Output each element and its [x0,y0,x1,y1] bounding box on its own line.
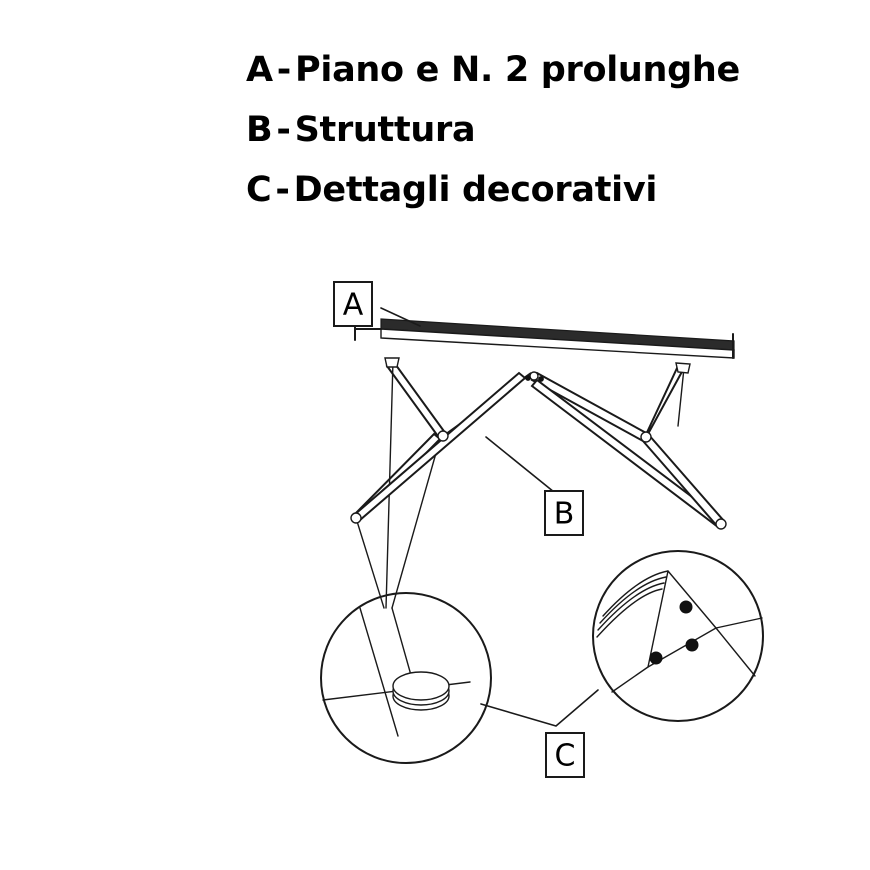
detail-right-arm-2 [612,667,648,692]
leg-left-upper [387,361,446,439]
pivot-left-foot [351,513,361,523]
bracket-left [385,358,399,367]
legend [246,40,846,220]
legend-separator-b: - [276,110,291,150]
detail-right-rivet-3 [650,652,662,664]
bracket-right [676,363,690,373]
pivot-right-foot [716,519,726,529]
leader-line-b [486,437,554,492]
callout-c [546,733,584,777]
callout-c-label: C [554,738,576,774]
detail-right-ridge-4 [597,589,662,637]
legend-item-c [246,160,846,220]
detail-right-outline [593,551,763,721]
callout-a [334,282,372,326]
tabletop-group [355,318,734,358]
detail-left-leg-edge-1 [360,608,398,736]
callout-b-label: B [553,496,575,532]
pivot-center-top [530,372,538,380]
pivot-center-dot-right [539,377,544,382]
legend-text-a: Piano e N. 2 prolunghe [295,50,740,90]
detail-right-arm-3 [716,628,755,676]
leg-left-stringer-3 [356,518,384,608]
pivot-right-mid [641,432,651,442]
callout-a-label: A [342,287,364,323]
leader-line-c [481,690,598,726]
detail-circle-right [593,551,763,721]
legend-text-c: Dettagli decorativi [293,170,658,210]
pivot-left-mid [438,431,448,441]
legend-item-b [246,100,846,160]
pivot-center-dot-left [526,376,531,381]
legend-key-b: B [246,110,273,150]
frame-structure [351,358,726,608]
leg-right-upper [643,366,684,441]
leg-center-diagonal [353,373,525,520]
callout-b [545,491,583,535]
legend-item-a [246,40,846,100]
legend-separator-a: - [276,50,292,90]
legend-key-a: A [246,50,273,90]
detail-right-arm-1 [716,618,762,628]
legend-separator-c: - [275,170,290,210]
legend-text-b: Struttura [294,110,476,150]
detail-right-rivet-2 [686,639,698,651]
detail-left-glide-inner [393,672,449,700]
detail-circle-left [321,593,491,763]
technical-drawing [0,230,870,870]
legend-key-c: C [246,170,272,210]
detail-right-rivet-1 [680,601,692,613]
